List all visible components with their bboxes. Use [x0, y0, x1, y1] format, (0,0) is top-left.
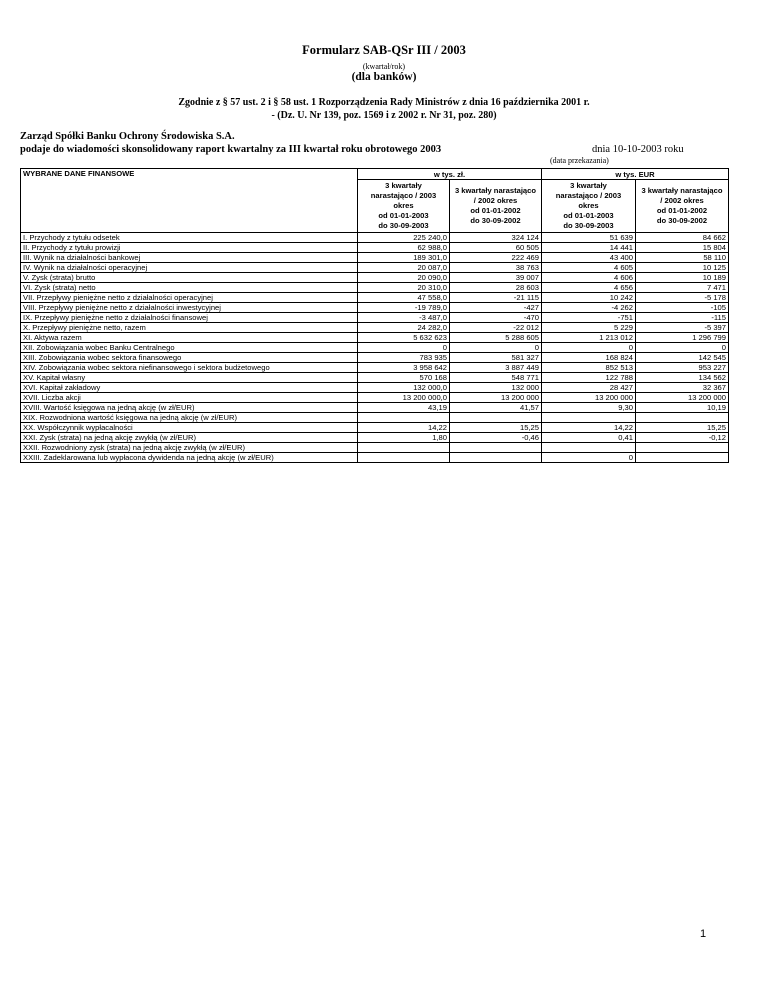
row-label: II. Przychody z tytułu prowizji	[21, 243, 358, 253]
value-pln-2003: 783 935	[358, 353, 450, 363]
value-eur-2003: 852 513	[542, 363, 636, 373]
date-note: (data przekazania)	[550, 156, 609, 165]
row-label: XVIII. Wartość księgowa na jedną akcję (w zł/EUR)	[21, 403, 358, 413]
value-eur-2003: 10 242	[542, 293, 636, 303]
value-pln-2003: 1,80	[358, 433, 450, 443]
period-note: (kwartał/rok)	[362, 62, 406, 71]
value-eur-2002: 32 367	[636, 383, 729, 393]
value-eur-2002	[636, 443, 729, 453]
table-row	[21, 313, 729, 323]
value-eur-2003: -4 262	[542, 303, 636, 313]
value-pln-2003: 47 558,0	[358, 293, 450, 303]
legal-basis-line-2: - (Dz. U. Nr 139, poz. 1569 i z 2002 r. Nr 31, poz. 280)	[271, 110, 497, 121]
row-label: VIII. Przepływy pieniężne netto z działalności inwestycyjnej	[21, 303, 358, 313]
value-eur-2002: 84 662	[636, 233, 729, 243]
value-pln-2002: 5 288 605	[450, 333, 542, 343]
table-row	[21, 243, 729, 253]
row-label: XXIII. Zadeklarowana lub wypłacona dywidenda na jedną akcję (w zł/EUR)	[21, 453, 358, 463]
value-eur-2003: 9,30	[542, 403, 636, 413]
value-pln-2002	[450, 413, 542, 423]
table-row	[21, 453, 729, 463]
value-pln-2002: -0,46	[450, 433, 542, 443]
value-pln-2002: 15,25	[450, 423, 542, 433]
column-header-pln-2003: 3 kwartały narastająco / 2003 okres od 01-01-2003 do 30-09-2003	[358, 180, 450, 233]
value-pln-2002: 39 007	[450, 273, 542, 283]
value-eur-2002: 0	[636, 343, 729, 353]
value-eur-2003: 28 427	[542, 383, 636, 393]
value-pln-2003: 189 301,0	[358, 253, 450, 263]
table-row	[21, 423, 729, 433]
row-label: XV. Kapitał własny	[21, 373, 358, 383]
value-eur-2003: 51 639	[542, 233, 636, 243]
value-eur-2003: 4 656	[542, 283, 636, 293]
column-header-eur-2002: 3 kwartały narastająco / 2002 okres od 01-01-2002 do 30-09-2002	[636, 180, 729, 233]
row-label: IX. Przepływy pieniężne netto z działalności finansowej	[21, 313, 358, 323]
table-row	[21, 393, 729, 403]
value-pln-2002: -21 115	[450, 293, 542, 303]
value-pln-2002: 60 505	[450, 243, 542, 253]
value-eur-2003: 4 606	[542, 273, 636, 283]
value-pln-2002: 132 000	[450, 383, 542, 393]
value-pln-2003	[358, 443, 450, 453]
value-pln-2002	[450, 453, 542, 463]
table-row	[21, 333, 729, 343]
row-label: VII. Przepływy pieniężne netto z działalności operacyjnej	[21, 293, 358, 303]
table-row	[21, 363, 729, 373]
value-pln-2003: 3 958 642	[358, 363, 450, 373]
value-pln-2003: 0	[358, 343, 450, 353]
value-pln-2003: 24 282,0	[358, 323, 450, 333]
table-row	[21, 353, 729, 363]
value-eur-2002: -115	[636, 313, 729, 323]
value-pln-2003: -3 487,0	[358, 313, 450, 323]
report-date: dnia 10-10-2003 roku	[592, 144, 684, 155]
value-eur-2002	[636, 453, 729, 463]
value-pln-2003: 13 200 000,0	[358, 393, 450, 403]
row-label: XXII. Rozwodniony zysk (strata) na jedną akcję zwykłą (w zł/EUR)	[21, 443, 358, 453]
value-eur-2003: 5 229	[542, 323, 636, 333]
value-pln-2002: 28 603	[450, 283, 542, 293]
value-eur-2002: 7 471	[636, 283, 729, 293]
table-row	[21, 383, 729, 393]
column-header-pln-2002: 3 kwartały narastająco / 2002 okres od 01-01-2002 do 30-09-2002	[450, 180, 542, 233]
value-pln-2003	[358, 453, 450, 463]
value-pln-2002: 548 771	[450, 373, 542, 383]
row-label: XX. Współczynnik wypłacalności	[21, 423, 358, 433]
value-eur-2003: 13 200 000	[542, 393, 636, 403]
row-label: XVII. Liczba akcji	[21, 393, 358, 403]
value-pln-2002	[450, 443, 542, 453]
section-label: WYBRANE DANE FINANSOWE	[21, 169, 358, 233]
value-eur-2002: 10 189	[636, 273, 729, 283]
value-eur-2003: 43 400	[542, 253, 636, 263]
value-pln-2003: 20 087,0	[358, 263, 450, 273]
value-eur-2003	[542, 413, 636, 423]
value-eur-2002: 10,19	[636, 403, 729, 413]
eur-header: w tys. EUR	[542, 169, 729, 180]
value-eur-2003: 14 441	[542, 243, 636, 253]
value-pln-2003: 20 090,0	[358, 273, 450, 283]
row-label: I. Przychody z tytułu odsetek	[21, 233, 358, 243]
value-eur-2002: 15 804	[636, 243, 729, 253]
page-number: 1	[700, 928, 707, 940]
value-pln-2002: 0	[450, 343, 542, 353]
value-pln-2003: 5 632 623	[358, 333, 450, 343]
legal-basis-line-1: Zgodnie z § 57 ust. 2 i § 58 ust. 1 Rozporządzenia Rady Ministrów z dnia 16 października 2001 r.	[178, 97, 590, 108]
row-label: XIX. Rozwodniona wartość księgowa na jedną akcję (w zł/EUR)	[21, 413, 358, 423]
value-eur-2002: 13 200 000	[636, 393, 729, 403]
row-label: XIII. Zobowiązania wobec sektora finansowego	[21, 353, 358, 363]
table-row	[21, 283, 729, 293]
value-pln-2003: -19 789,0	[358, 303, 450, 313]
table-row	[21, 233, 729, 243]
value-pln-2003: 225 240,0	[358, 233, 450, 243]
column-header-eur-2003: 3 kwartały narastająco / 2003 okres od 01-01-2003 do 30-09-2003	[542, 180, 636, 233]
value-pln-2003: 62 988,0	[358, 243, 450, 253]
value-pln-2003: 132 000,0	[358, 383, 450, 393]
value-eur-2003: 4 605	[542, 263, 636, 273]
value-eur-2002: -5 397	[636, 323, 729, 333]
value-eur-2003: 0,41	[542, 433, 636, 443]
table-row	[21, 323, 729, 333]
value-eur-2003: 1 213 012	[542, 333, 636, 343]
value-eur-2002: -0,12	[636, 433, 729, 443]
table-row	[21, 443, 729, 453]
table-row	[21, 343, 729, 353]
row-label: III. Wynik na działalności bankowej	[21, 253, 358, 263]
value-pln-2002: 38 763	[450, 263, 542, 273]
value-pln-2003: 43,19	[358, 403, 450, 413]
table-row	[21, 273, 729, 283]
table-row	[21, 253, 729, 263]
table-row	[21, 433, 729, 443]
value-eur-2003: 168 824	[542, 353, 636, 363]
row-label: IV. Wynik na działalności operacyjnej	[21, 263, 358, 273]
value-pln-2002: -22 012	[450, 323, 542, 333]
value-pln-2002: 581 327	[450, 353, 542, 363]
financial-data-table	[20, 168, 729, 463]
report-description: podaje do wiadomości skonsolidowany raport kwartalny za III kwartał roku obrotowego 2003	[20, 144, 442, 155]
row-label: VI. Zysk (strata) netto	[21, 283, 358, 293]
value-eur-2003: 122 788	[542, 373, 636, 383]
table-row	[21, 403, 729, 413]
value-eur-2002: 953 227	[636, 363, 729, 373]
value-pln-2002: 324 124	[450, 233, 542, 243]
value-eur-2003: -751	[542, 313, 636, 323]
value-eur-2003: 0	[542, 343, 636, 353]
company-name: Zarząd Spółki Banku Ochrony Środowiska S.A.	[20, 131, 235, 142]
value-pln-2002: 41,57	[450, 403, 542, 413]
value-eur-2002: 142 545	[636, 353, 729, 363]
value-eur-2002: 1 296 799	[636, 333, 729, 343]
value-eur-2002: 10 125	[636, 263, 729, 273]
pln-header: w tys. zł.	[358, 169, 542, 180]
value-pln-2003: 20 310,0	[358, 283, 450, 293]
value-eur-2002: 134 562	[636, 373, 729, 383]
row-label: V. Zysk (strata) brutto	[21, 273, 358, 283]
value-eur-2002: 58 110	[636, 253, 729, 263]
row-label: X. Przepływy pieniężne netto, razem	[21, 323, 358, 333]
value-pln-2003: 570 168	[358, 373, 450, 383]
form-title: Formularz SAB-QSr III / 2003	[302, 43, 466, 57]
row-label: XI. Aktywa razem	[21, 333, 358, 343]
value-eur-2002	[636, 413, 729, 423]
table-row	[21, 413, 729, 423]
value-eur-2003: 14,22	[542, 423, 636, 433]
row-label: XXI. Zysk (strata) na jedną akcję zwykłą (w zł/EUR)	[21, 433, 358, 443]
value-eur-2003: 0	[542, 453, 636, 463]
value-eur-2002: 15,25	[636, 423, 729, 433]
value-pln-2002: -427	[450, 303, 542, 313]
value-pln-2002: -470	[450, 313, 542, 323]
value-eur-2002: -105	[636, 303, 729, 313]
row-label: XII. Zobowiązania wobec Banku Centralnego	[21, 343, 358, 353]
row-label: XIV. Zobowiązania wobec sektora niefinansowego i sektora budżetowego	[21, 363, 358, 373]
value-pln-2003	[358, 413, 450, 423]
row-label: XVI. Kapitał zakładowy	[21, 383, 358, 393]
table-row	[21, 263, 729, 273]
value-pln-2003: 14,22	[358, 423, 450, 433]
value-pln-2002: 222 469	[450, 253, 542, 263]
table-row	[21, 293, 729, 303]
bank-note: (dla banków)	[351, 71, 417, 83]
value-pln-2002: 13 200 000	[450, 393, 542, 403]
table-row	[21, 303, 729, 313]
value-pln-2002: 3 887 449	[450, 363, 542, 373]
value-eur-2002: -5 178	[636, 293, 729, 303]
table-row	[21, 373, 729, 383]
value-eur-2003	[542, 443, 636, 453]
